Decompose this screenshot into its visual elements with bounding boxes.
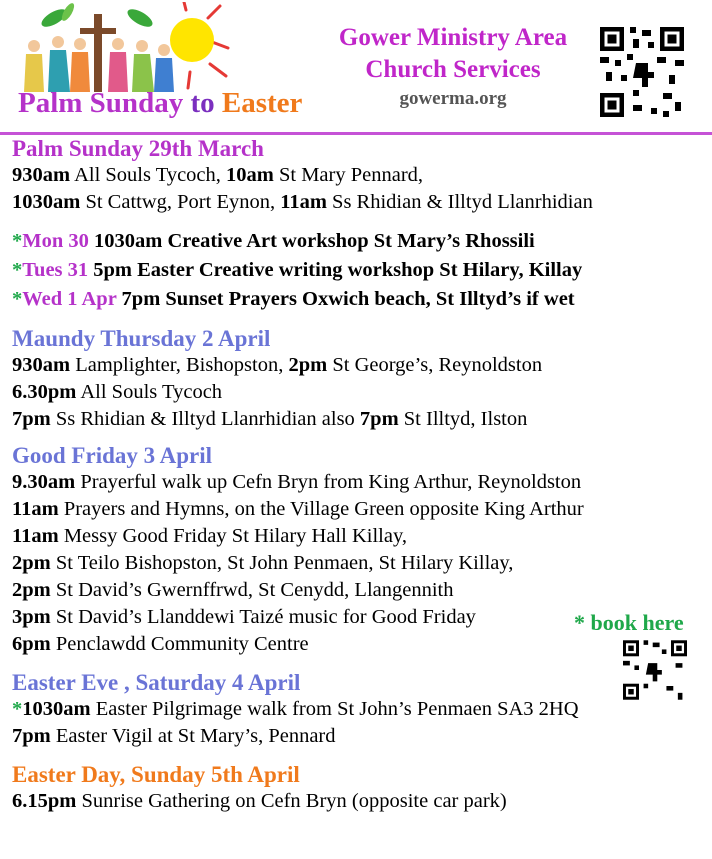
service-place: St David’s Llanddewi Taizé music for Good Friday bbox=[50, 606, 476, 628]
event-line bbox=[12, 227, 702, 256]
organisation-name bbox=[290, 22, 616, 86]
event-day: Tues 31 bbox=[22, 259, 89, 281]
service-time: 6pm bbox=[12, 633, 51, 655]
service-line bbox=[12, 788, 702, 815]
service-place: Penclawdd Community Centre bbox=[50, 633, 309, 655]
service-line bbox=[12, 523, 702, 550]
org-line-2: Church Services bbox=[365, 56, 541, 83]
service-time: 6.30pm bbox=[12, 381, 77, 403]
service-place: Sunrise Gathering on Cefn Bryn (opposite car park) bbox=[76, 790, 507, 812]
event-text: 1030am Creative Art workshop St Mary’s Rhossili bbox=[88, 230, 535, 252]
service-place: Easter Vigil at St Mary’s, Pennard bbox=[50, 725, 336, 747]
service-time: 11am bbox=[12, 525, 59, 547]
service-line bbox=[12, 696, 702, 723]
services-list bbox=[12, 136, 702, 822]
book-here-label: * book here bbox=[574, 610, 684, 635]
service-place: St George’s, Reynoldston bbox=[327, 354, 543, 376]
service-place: St Teilo Bishopston, St John Penmaen, St Hilary Killay, bbox=[50, 552, 514, 574]
service-time: 930am bbox=[12, 164, 71, 186]
service-place: Easter Pilgrimage walk from St John’s Penmaen SA3 2HQ bbox=[90, 698, 579, 720]
service-line bbox=[12, 723, 702, 750]
booking-star: * bbox=[12, 230, 23, 252]
palm-sunday-illustration bbox=[14, 2, 254, 96]
service-place: Messy Good Friday St Hilary Hall Killay, bbox=[58, 525, 407, 547]
service-line bbox=[12, 162, 702, 189]
section-title: Easter Eve , Saturday 4 April bbox=[12, 670, 301, 695]
service-time: 7pm bbox=[359, 408, 399, 430]
qr-code-icon[interactable] bbox=[597, 24, 687, 120]
service-line bbox=[12, 189, 702, 216]
service-line bbox=[12, 352, 702, 379]
service-time: 9.30am bbox=[12, 471, 76, 493]
page-title bbox=[18, 86, 302, 120]
booking-qr-code-icon[interactable] bbox=[620, 638, 690, 702]
event-line bbox=[12, 285, 702, 314]
title-to: to bbox=[190, 87, 215, 119]
service-line bbox=[12, 577, 702, 604]
service-line bbox=[12, 469, 702, 496]
org-line-1: Gower Ministry Area bbox=[338, 24, 568, 51]
service-line bbox=[12, 406, 702, 433]
service-place: Prayers and Hymns, on the Village Green opposite King Arthur bbox=[58, 498, 584, 520]
booking-star: * bbox=[12, 259, 23, 281]
section-easter-eve bbox=[12, 670, 702, 750]
title-easter: Easter bbox=[221, 87, 303, 119]
service-time: 2pm bbox=[12, 579, 51, 601]
service-place: Ss Rhidian & Illtyd Llanrhidian also bbox=[50, 408, 360, 430]
service-line bbox=[12, 496, 702, 523]
service-place: Ss Rhidian & Illtyd Llanrhidian bbox=[326, 191, 593, 213]
service-place: St Illtyd, Ilston bbox=[398, 408, 528, 430]
event-day: Wed 1 Apr bbox=[22, 288, 117, 310]
event-text: 7pm Sunset Prayers Oxwich beach, St Illtyd’s if wet bbox=[116, 288, 575, 310]
event-day: Mon 30 bbox=[22, 230, 89, 252]
service-time: 1030am bbox=[22, 698, 91, 720]
service-time: 1030am bbox=[12, 191, 81, 213]
service-time: 2pm bbox=[288, 354, 328, 376]
event-text: 5pm Easter Creative writing workshop St Hilary, Killay bbox=[88, 259, 583, 281]
service-line bbox=[12, 379, 702, 406]
service-place: All Souls Tycoch bbox=[76, 381, 223, 403]
service-place: Lamplighter, Bishopston, bbox=[70, 354, 289, 376]
service-time: 10am bbox=[226, 164, 274, 186]
section-easter-day bbox=[12, 762, 702, 815]
service-place: St Mary Pennard, bbox=[273, 164, 424, 186]
service-time: 7pm bbox=[12, 725, 51, 747]
service-time: 11am bbox=[280, 191, 327, 213]
section-title: Good Friday 3 April bbox=[12, 443, 212, 468]
service-time: 2pm bbox=[12, 552, 51, 574]
section-title: Easter Day, Sunday 5th April bbox=[12, 762, 300, 787]
section-maundy-thursday bbox=[12, 326, 702, 433]
service-place: St David’s Gwernffrwd, St Cenydd, Llangennith bbox=[50, 579, 454, 601]
header bbox=[0, 0, 712, 132]
title-palm-sunday: Palm Sunday bbox=[18, 87, 184, 119]
section-title: Maundy Thursday 2 April bbox=[12, 326, 271, 351]
header-divider bbox=[0, 132, 712, 135]
service-time: 930am bbox=[12, 354, 71, 376]
event-line bbox=[12, 256, 702, 285]
service-time: 3pm bbox=[12, 606, 51, 628]
section-workshops bbox=[12, 227, 702, 314]
section-palm-sunday bbox=[12, 136, 702, 216]
service-place: Prayerful walk up Cefn Bryn from King Arthur, Reynoldston bbox=[75, 471, 582, 493]
service-place: St Cattwg, Port Eynon, bbox=[80, 191, 281, 213]
service-time: 6.15pm bbox=[12, 790, 77, 812]
section-title: Palm Sunday 29th March bbox=[12, 136, 264, 161]
service-line bbox=[12, 550, 702, 577]
service-time: 11am bbox=[12, 498, 59, 520]
booking-star: * bbox=[12, 698, 23, 720]
service-place: All Souls Tycoch, bbox=[70, 164, 227, 186]
website-link[interactable]: gowerma.org bbox=[399, 88, 507, 109]
booking-star: * bbox=[12, 288, 23, 310]
service-time: 7pm bbox=[12, 408, 51, 430]
